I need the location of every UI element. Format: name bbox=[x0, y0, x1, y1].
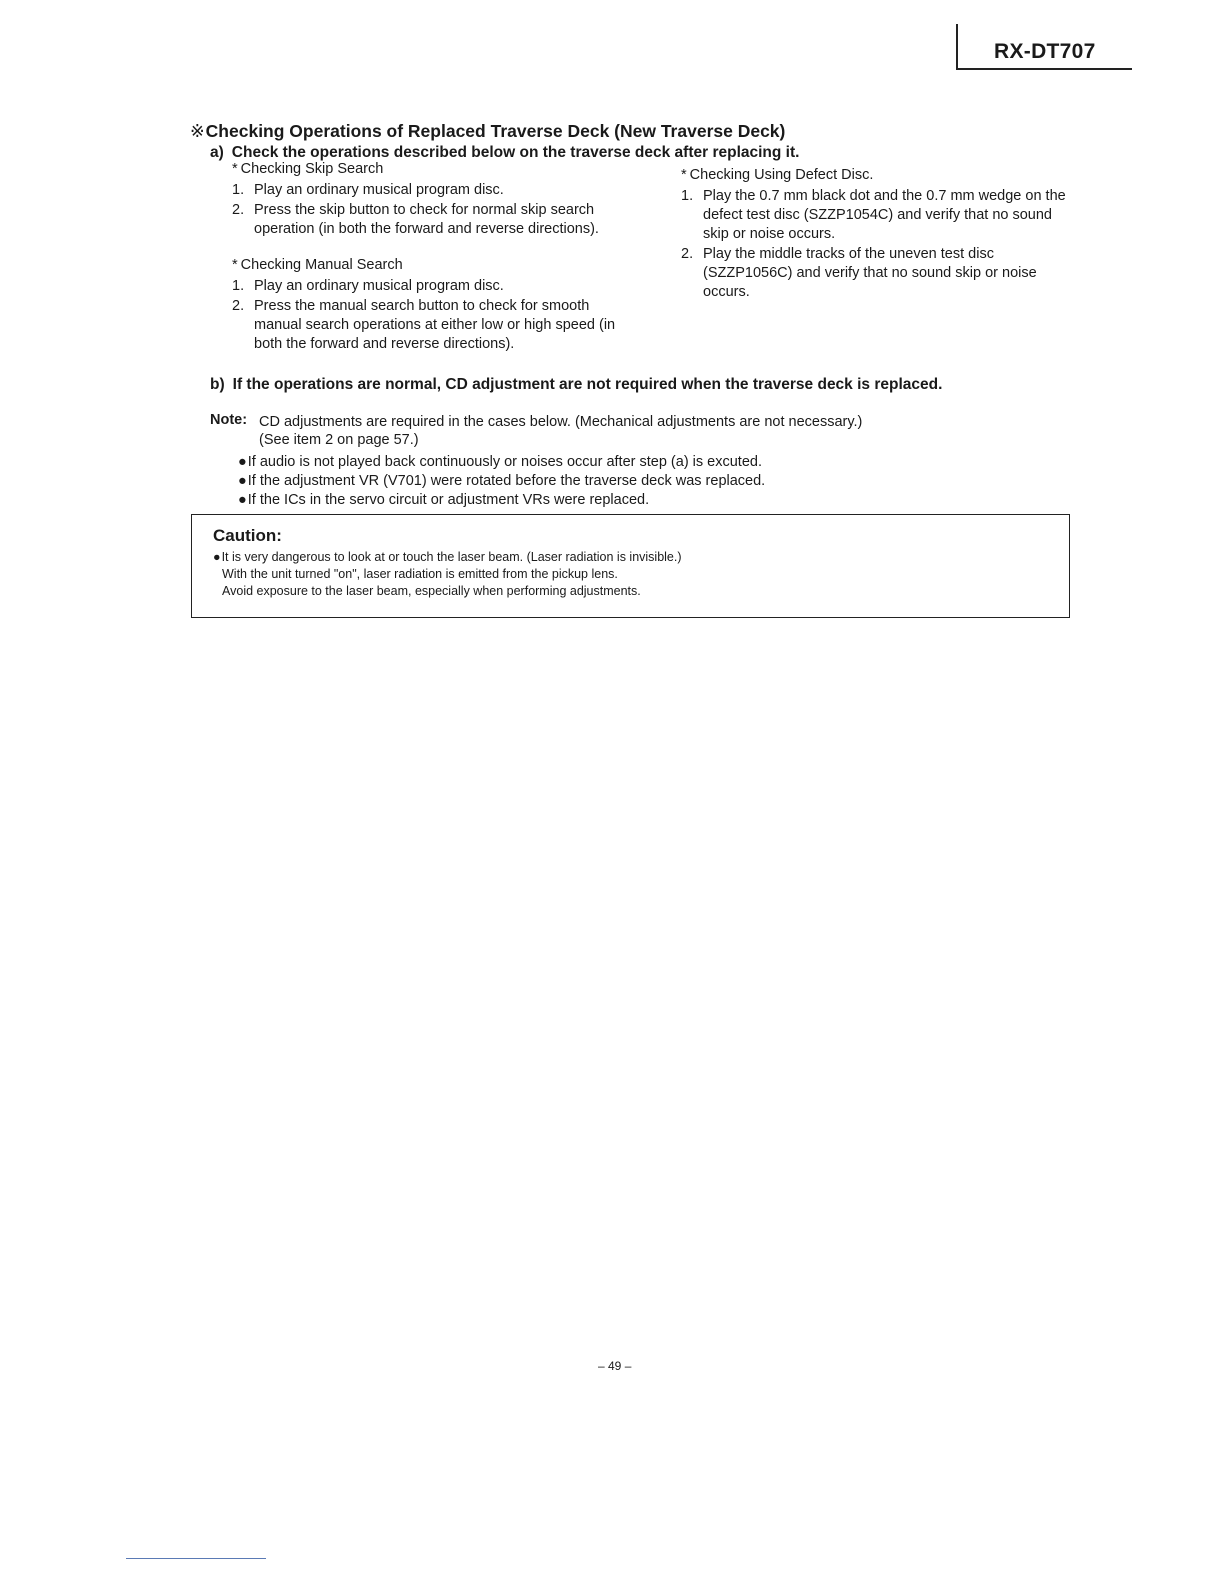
section-b-label: b) bbox=[210, 376, 225, 393]
list-item bbox=[232, 277, 622, 296]
defect-disc-steps bbox=[681, 187, 1071, 303]
list-item bbox=[238, 472, 765, 491]
section-a-heading bbox=[210, 144, 799, 162]
list-item bbox=[238, 453, 765, 472]
caution-title: Caution: bbox=[213, 526, 282, 545]
note-text: CD adjustments are required in the cases below. (Mechanical adjustments are not necessary.) bbox=[259, 414, 863, 430]
section-a-text: Check the operations described below on the traverse deck after replacing it. bbox=[231, 144, 800, 161]
note-bullets bbox=[238, 453, 765, 510]
list-item bbox=[232, 181, 632, 200]
step-number: 1. bbox=[232, 278, 245, 294]
reference-mark: ※ bbox=[190, 121, 205, 141]
bullet-icon: ● bbox=[238, 492, 247, 508]
asterisk-mark: * bbox=[232, 161, 238, 177]
caution-line bbox=[213, 549, 682, 566]
step-number: 1. bbox=[232, 182, 245, 198]
caution-line: With the unit turned "on", laser radiation is emitted from the pickup lens. bbox=[222, 567, 618, 581]
note-reference: (See item 2 on page 57.) bbox=[259, 432, 419, 448]
bullet-text: If the ICs in the servo circuit or adjustment VRs were replaced. bbox=[247, 492, 650, 508]
step-text: Press the skip button to check for normal skip search operation (in both the forward and reverse directions). bbox=[254, 202, 599, 237]
step-text: Play the 0.7 mm black dot and the 0.7 mm wedge on the defect test disc (SZZP1054C) and verify that no sound skip or noise occurs. bbox=[703, 188, 1066, 242]
caution-line-text: It is very dangerous to look at or touch the laser beam. (Laser radiation is invisible.) bbox=[221, 550, 682, 564]
page-number: – 49 – bbox=[598, 1359, 632, 1373]
manual-search-heading bbox=[232, 257, 403, 273]
manual-search-title: Checking Manual Search bbox=[240, 257, 403, 273]
note-label: Note: bbox=[210, 412, 248, 428]
skip-search-heading bbox=[232, 161, 383, 177]
list-item bbox=[681, 187, 1071, 244]
model-number: RX-DT707 bbox=[994, 40, 1096, 63]
page-title bbox=[190, 121, 785, 142]
bullet-icon: ● bbox=[213, 550, 221, 564]
step-number: 2. bbox=[232, 202, 245, 218]
asterisk-mark: * bbox=[681, 167, 687, 183]
step-text: Play an ordinary musical program disc. bbox=[254, 278, 504, 294]
defect-disc-heading bbox=[681, 167, 873, 183]
list-item bbox=[681, 245, 1071, 302]
bullet-icon: ● bbox=[238, 454, 247, 470]
list-item bbox=[232, 297, 622, 354]
step-number: 2. bbox=[232, 298, 245, 314]
bullet-text: If audio is not played back continuously or noises occur after step (a) is excuted. bbox=[247, 454, 762, 470]
step-number: 1. bbox=[681, 188, 694, 204]
footer-rule bbox=[126, 1558, 266, 1559]
manual-search-steps bbox=[232, 277, 622, 355]
caution-line: Avoid exposure to the laser beam, especially when performing adjustments. bbox=[222, 584, 641, 598]
bullet-text: If the adjustment VR (V701) were rotated before the traverse deck was replaced. bbox=[247, 473, 766, 489]
section-a-label: a) bbox=[210, 144, 224, 161]
skip-search-steps bbox=[232, 181, 632, 240]
bullet-icon: ● bbox=[238, 473, 247, 489]
step-text: Press the manual search button to check for smooth manual search operations at either low or high speed (in both the forward and reverse directions). bbox=[254, 298, 616, 352]
section-b-text: If the operations are normal, CD adjustment are not required when the traverse deck is replaced. bbox=[232, 376, 943, 393]
caution-text bbox=[213, 549, 682, 600]
page-title-text: Checking Operations of Replaced Traverse Deck (New Traverse Deck) bbox=[205, 121, 786, 141]
section-b-heading bbox=[210, 376, 942, 394]
list-item bbox=[232, 201, 632, 239]
step-text: Play an ordinary musical program disc. bbox=[254, 182, 504, 198]
asterisk-mark: * bbox=[232, 257, 238, 273]
defect-disc-title: Checking Using Defect Disc. bbox=[689, 167, 874, 183]
skip-search-title: Checking Skip Search bbox=[240, 161, 384, 177]
step-text: Play the middle tracks of the uneven test disc (SZZP1056C) and verify that no sound skip or noise occurs. bbox=[703, 246, 1037, 300]
list-item bbox=[238, 491, 765, 510]
step-number: 2. bbox=[681, 246, 694, 262]
